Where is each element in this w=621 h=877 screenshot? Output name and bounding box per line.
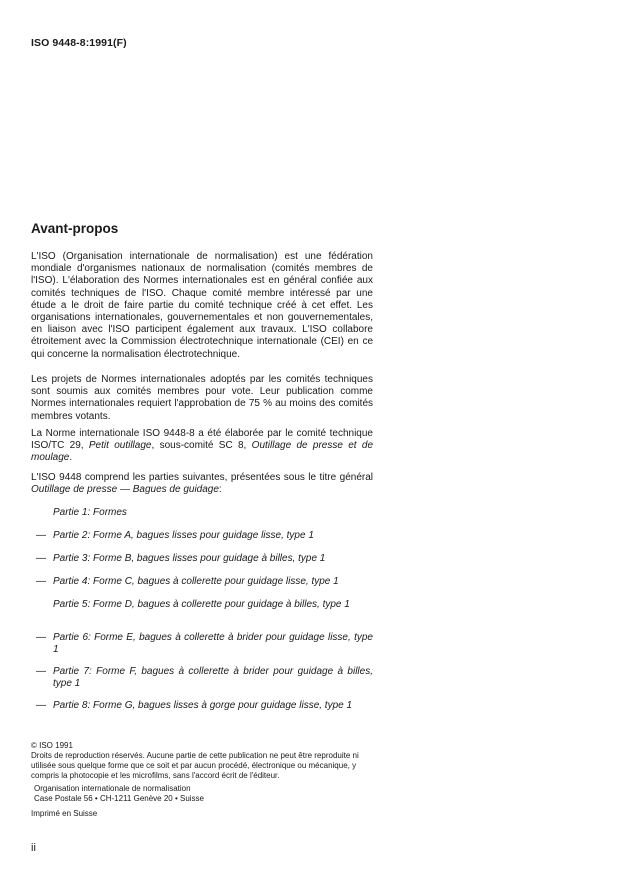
list-dash: —	[36, 632, 46, 643]
section-title: Avant-propos	[31, 221, 119, 236]
rights-notice: Droits de reproduction réservés. Aucune partie de cette publication ne peut être reproduite ni utilisée sous quelque forme que ce soit et par aucun procédé, électronique ou mécanique, y compris la photocopie et les microfilms, sans l'accord écrit de l'éditeur.	[31, 751, 359, 780]
document-reference: ISO 9448-8:1991(F)	[31, 37, 127, 49]
printed-in: Imprimé en Suisse	[31, 809, 98, 818]
parts-intro-a: L'ISO 9448 comprend les parties suivantes, présentées sous le titre général	[31, 472, 373, 483]
parts-intro-c: :	[218, 484, 222, 496]
list-item-text: Partie 2: Forme A, bagues lisses pour guidage lisse, type 1	[53, 530, 314, 541]
list-dash: —	[36, 576, 46, 587]
list-dash: —	[36, 530, 46, 541]
paragraph-iso-intro: L'ISO (Organisation internationale de normalisation) est une fédération mondiale d'organismes nationaux de normalisation (comités membres de l'ISO). L'élaboration des Normes internationales est en général confiée aux comités techniques de l'ISO. Chaque comité membre intéressé par une étude a le droit de faire partie du comité technique créé à cet effet. Les organisations internationales, gouvernementales et non gouvernementales, en liaison avec l'ISO participent également aux travaux. L'ISO collabore étroitement avec la Commission électrotechnique internationale (CEI) en ce qui concerne la normalisation électrotechnique.	[31, 251, 373, 360]
organisation-address: Case Postale 56 • CH-1211 Genève 20 • Suisse	[34, 794, 204, 803]
list-item-text: Partie 3: Forme B, bagues lisses pour guidage à billes, type 1	[53, 553, 326, 564]
list-item-text: Partie 7: Forme F, bagues à collerette à brider pour guidage à billes, type 1	[53, 666, 373, 690]
copyright-block	[31, 741, 381, 819]
list-item-text: Partie 5: Forme D, bagues à collerette pour guidage à billes, type 1	[53, 599, 350, 610]
list-dash: —	[36, 700, 46, 711]
list-dash: —	[36, 553, 46, 564]
organisation-name: Organisation internationale de normalisation	[34, 784, 191, 793]
paragraph-committee	[31, 428, 373, 465]
list-item-text: Partie 4: Forme C, bagues à collerette pour guidage lisse, type 1	[53, 576, 339, 587]
list-dash: —	[36, 666, 46, 677]
parts-intro-b: Outillage de presse — Bagues de guidage	[31, 484, 219, 496]
committee-text-c: , sous-comité SC 8,	[151, 440, 252, 452]
committee-text-a: La Norme internationale ISO 9448-8 a été élaborée par le comité technique ISO/TC 29,	[31, 428, 373, 452]
paragraph-voting: Les projets de Normes internationales adoptés par les comités techniques sont soumis aux comités membres pour vote. Leur publication comme Normes internationales requiert l'approbation de 75 % au moins des comités membres votants.	[31, 374, 373, 422]
list-item-text: Partie 8: Forme G, bagues lisses à gorge pour guidage lisse, type 1	[53, 700, 353, 711]
paragraph-parts-intro	[31, 472, 373, 496]
copyright-line: © ISO 1991	[31, 741, 73, 750]
list-item-text: Partie 6: Forme E, bagues à collerette à brider pour guidage lisse, type 1	[53, 632, 373, 656]
page-number: ii	[31, 842, 36, 854]
list-item-text: Partie 1: Formes	[53, 507, 127, 518]
committee-text-b: Petit outillage	[88, 440, 152, 452]
committee-text-d: Outillage de presse et de moulage	[31, 440, 374, 464]
committee-text-e: .	[69, 452, 73, 464]
